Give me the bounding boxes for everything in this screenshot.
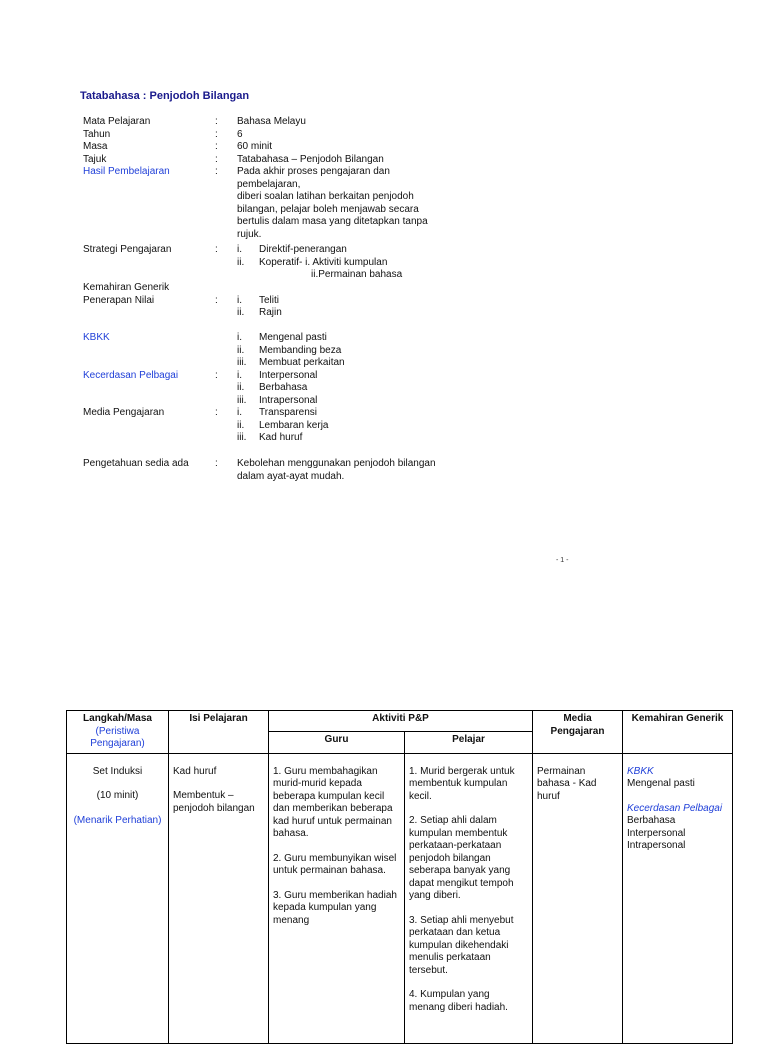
label-kemahiran-generik: Kemahiran Generik [83, 282, 170, 293]
pelajar-activity: 3. Setiap ahli menyebut perkataan dan ketua kumpulan dikehendaki menulis perkataan tersebut. [409, 914, 514, 976]
isi-item: Membentuk – penjodoh bilangan [173, 790, 255, 814]
cell-isi [169, 753, 269, 1043]
value-strategi: i. Direktif-penerangan ii. Koperatif- i. Aktiviti kumpulan ii.Permainan bahasa [237, 244, 403, 280]
guru-activity: 3. Guru memberikan hadiah kepada kumpulan yang menang [273, 889, 397, 926]
langkah-masa: (10 minit) [96, 790, 139, 801]
colon: : [215, 244, 218, 255]
header-media: Media Pengajaran [533, 711, 623, 754]
pelajar-activity: 4. Kumpulan yang menang diberi hadiah. [409, 989, 508, 1013]
value-media: i. Transparensi ii. Lembaran kerja iii. Kad huruf [237, 407, 329, 443]
header-aktiviti: Aktiviti P&P [269, 711, 533, 732]
kecerdasan-label: Kecerdasan Pelbagai [627, 802, 723, 814]
kbkk-item: Mengenal pasti [627, 778, 695, 789]
value-pengetahuan: Kebolehan menggunakan penjodoh bilangan dalam ayat-ayat mudah. [237, 458, 436, 482]
cell-guru [269, 753, 405, 1043]
header-langkah-masa: Langkah/Masa (Peristiwa Pengajaran) [67, 711, 169, 754]
cell-media [533, 753, 623, 1043]
header-guru: Guru [269, 732, 405, 753]
kecerdasan-item: Intrapersonal [627, 840, 686, 851]
label-hasil-pembelajaran: Hasil Pembelajaran [83, 166, 170, 177]
colon: : [215, 116, 218, 127]
value-masa: 60 minit [237, 141, 273, 152]
cell-pelajar [405, 753, 533, 1043]
label-kbkk: KBKK [83, 332, 110, 343]
label-mata-pelajaran: Mata Pelajaran [83, 116, 151, 127]
label-tajuk: Tajuk [83, 153, 107, 165]
header-pelajar: Pelajar [405, 732, 533, 753]
value-kbkk: i. Mengenal pasti ii. Membanding beza iii. Membuat perkaitan [237, 332, 345, 368]
label-strategi: Strategi Pengajaran [83, 244, 172, 255]
isi-item: Kad huruf [173, 765, 217, 777]
page-number: - 1 - [556, 557, 569, 564]
header-kemahiran: Kemahiran Generik [623, 711, 733, 754]
cell-kemahiran [623, 753, 733, 1043]
cell-langkah [67, 753, 169, 1043]
header-isi-pelajaran: Isi Pelajaran [169, 711, 269, 754]
label-pengetahuan: Pengetahuan sedia ada [83, 458, 189, 469]
lesson-plan-table [66, 710, 733, 1044]
value-mata-pelajaran: Bahasa Melayu [237, 116, 306, 127]
value-tajuk: Tatabahasa – Penjodoh Bilangan [237, 153, 384, 165]
colon: : [215, 458, 218, 469]
table-row [67, 753, 733, 1043]
langkah-peristiwa: (Menarik Perhatian) [73, 814, 162, 826]
table-header-row [67, 711, 733, 732]
guru-activity: 2. Guru membunyikan wisel untuk permainan bahasa. [273, 852, 397, 876]
label-kecerdasan: Kecerdasan Pelbagai [83, 369, 179, 381]
colon: : [215, 141, 218, 152]
kbkk-label: KBKK [627, 765, 654, 777]
label-masa: Masa [83, 141, 108, 152]
colon: : [215, 294, 218, 306]
media-text: Permainan bahasa - Kad huruf [537, 765, 597, 802]
value-nilai: i. Teliti ii. Rajin [237, 294, 282, 318]
kecerdasan-item: Berbahasa [627, 815, 676, 826]
value-kecerdasan: i. Interpersonal ii. Berbahasa iii. Intrapersonal [237, 369, 318, 406]
guru-activity: 1. Guru membahagikan murid-murid kepada beberapa kumpulan kecil dan memberikan beberapa kad huruf untuk permainan bahasa. [273, 765, 393, 839]
colon: : [215, 407, 218, 418]
label-tahun: Tahun [83, 128, 111, 140]
colon: : [215, 153, 218, 165]
colon: : [215, 166, 218, 177]
colon: : [215, 369, 218, 381]
langkah-title: Set Induksi [92, 765, 143, 777]
pelajar-activity: 2. Setiap ahli dalam kumpulan membentuk perkataan-perkataan penjodoh bilangan seberapa banyak yang dapat mengikut tempoh yang diberi. [409, 815, 514, 901]
label-media: Media Pengajaran [83, 407, 165, 418]
page-title: Tatabahasa : Penjodoh Bilangan [80, 90, 250, 102]
colon: : [215, 128, 218, 140]
value-tahun: 6 [237, 128, 243, 140]
kecerdasan-item: Interpersonal [627, 827, 686, 839]
header-peristiwa: (Peristiwa Pengajaran) [90, 725, 145, 749]
pelajar-activity: 1. Murid bergerak untuk membentuk kumpulan kecil. [409, 765, 515, 802]
label-penerapan-nilai: Penerapan Nilai [83, 294, 155, 306]
value-hasil-pembelajaran: Pada akhir proses pengajaran dan pembelajaran, diberi soalan latihan berkaitan penjodoh bilangan, pelajar boleh menjawab secara bertulis dalam masa yang ditetapkan tanpa rujuk. [237, 166, 428, 240]
